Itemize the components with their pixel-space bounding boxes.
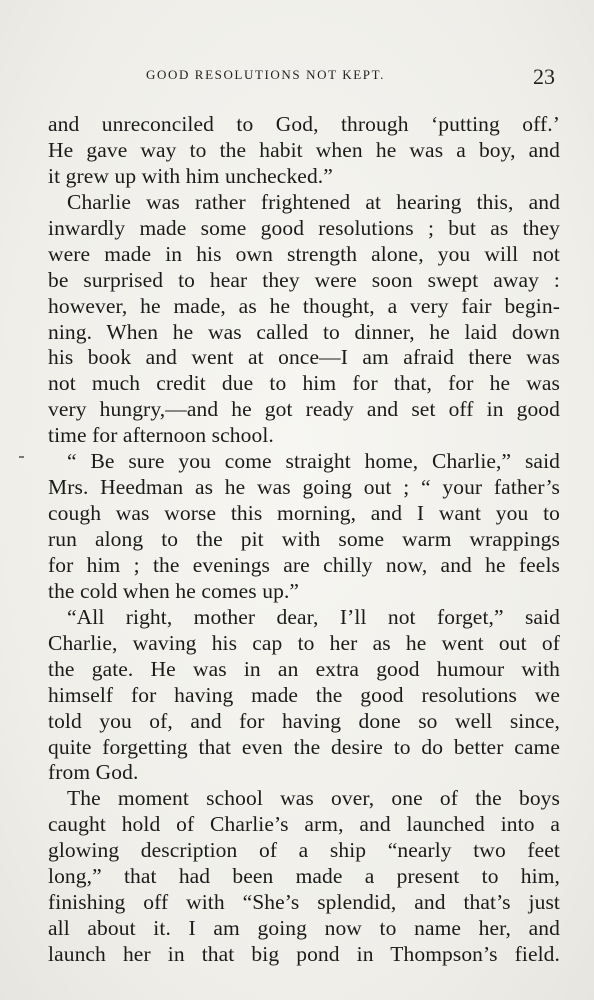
text-line: ning. When he was called to dinner, he laid down [48, 319, 560, 344]
text-line: Charlie, waving his cap to her as he went out of [48, 630, 560, 655]
text-line: for him ; the evenings are chilly now, and he feels [48, 552, 560, 577]
text-line: from God. [48, 760, 139, 785]
text-line: very hungry,—and he got ready and set off in good [48, 397, 560, 422]
text-line: He gave way to the habit when he was a boy, and [48, 137, 560, 162]
text-line: be surprised to hear they were soon swept away : [48, 267, 560, 292]
text-line: long,” that had been made a present to him, [48, 864, 560, 889]
text-line: “All right, mother dear, I’ll not forget,” said [67, 604, 560, 629]
text-line: cough was worse this morning, and I want you to [48, 501, 560, 526]
text-line: it grew up with him unchecked.” [48, 163, 333, 188]
text-line: quite forgetting that even the desire to do better came [48, 734, 560, 759]
text-line: launch her in that big pond in Thompson’s field. [48, 942, 560, 966]
text-line: all about it. I am going now to name her, and [48, 916, 560, 941]
page-number: 23 [533, 64, 555, 89]
text-line: finishing off with “She’s splendid, and that’s just [48, 890, 560, 915]
text-line: The moment school was over, one of the boys [67, 786, 560, 811]
text-line: the cold when he comes up.” [48, 578, 300, 603]
text-line: his book and went at once—I am afraid there was [48, 345, 560, 370]
text-line: told you of, and for having done so well since, [48, 708, 560, 733]
running-title: GOOD RESOLUTIONS NOT KEPT. [146, 67, 386, 82]
body-text [48, 112, 560, 968]
text-line: the gate. He was in an extra good humour with [48, 656, 560, 681]
text-line: not much credit due to him for that, for he was [48, 371, 560, 396]
text-line: Mrs. Heedman as he was going out ; “ your father’s [48, 475, 560, 500]
text-line: glowing description of a ship “nearly two feet [48, 838, 560, 863]
text-line: were made in his own strength alone, you will not [48, 241, 560, 266]
text-line: inwardly made some good resolutions ; but as they [48, 215, 560, 240]
text-line: Charlie was rather frightened at hearing this, and [67, 189, 560, 214]
text-line: time for afternoon school. [48, 423, 274, 448]
text-line: run along to the pit with some warm wrappings [48, 527, 560, 551]
text-line: and unreconciled to God, through ‘putting off.’ [48, 112, 560, 136]
text-line: himself for having made the good resolutions we [48, 682, 560, 707]
margin-mark [19, 456, 24, 458]
text-line: however, he made, as he thought, a very fair begin- [48, 293, 560, 318]
text-line: caught hold of Charlie’s arm, and launched into a [48, 812, 560, 837]
text-line: “ Be sure you come straight home, Charlie,” said [67, 449, 560, 474]
running-head [0, 64, 594, 88]
